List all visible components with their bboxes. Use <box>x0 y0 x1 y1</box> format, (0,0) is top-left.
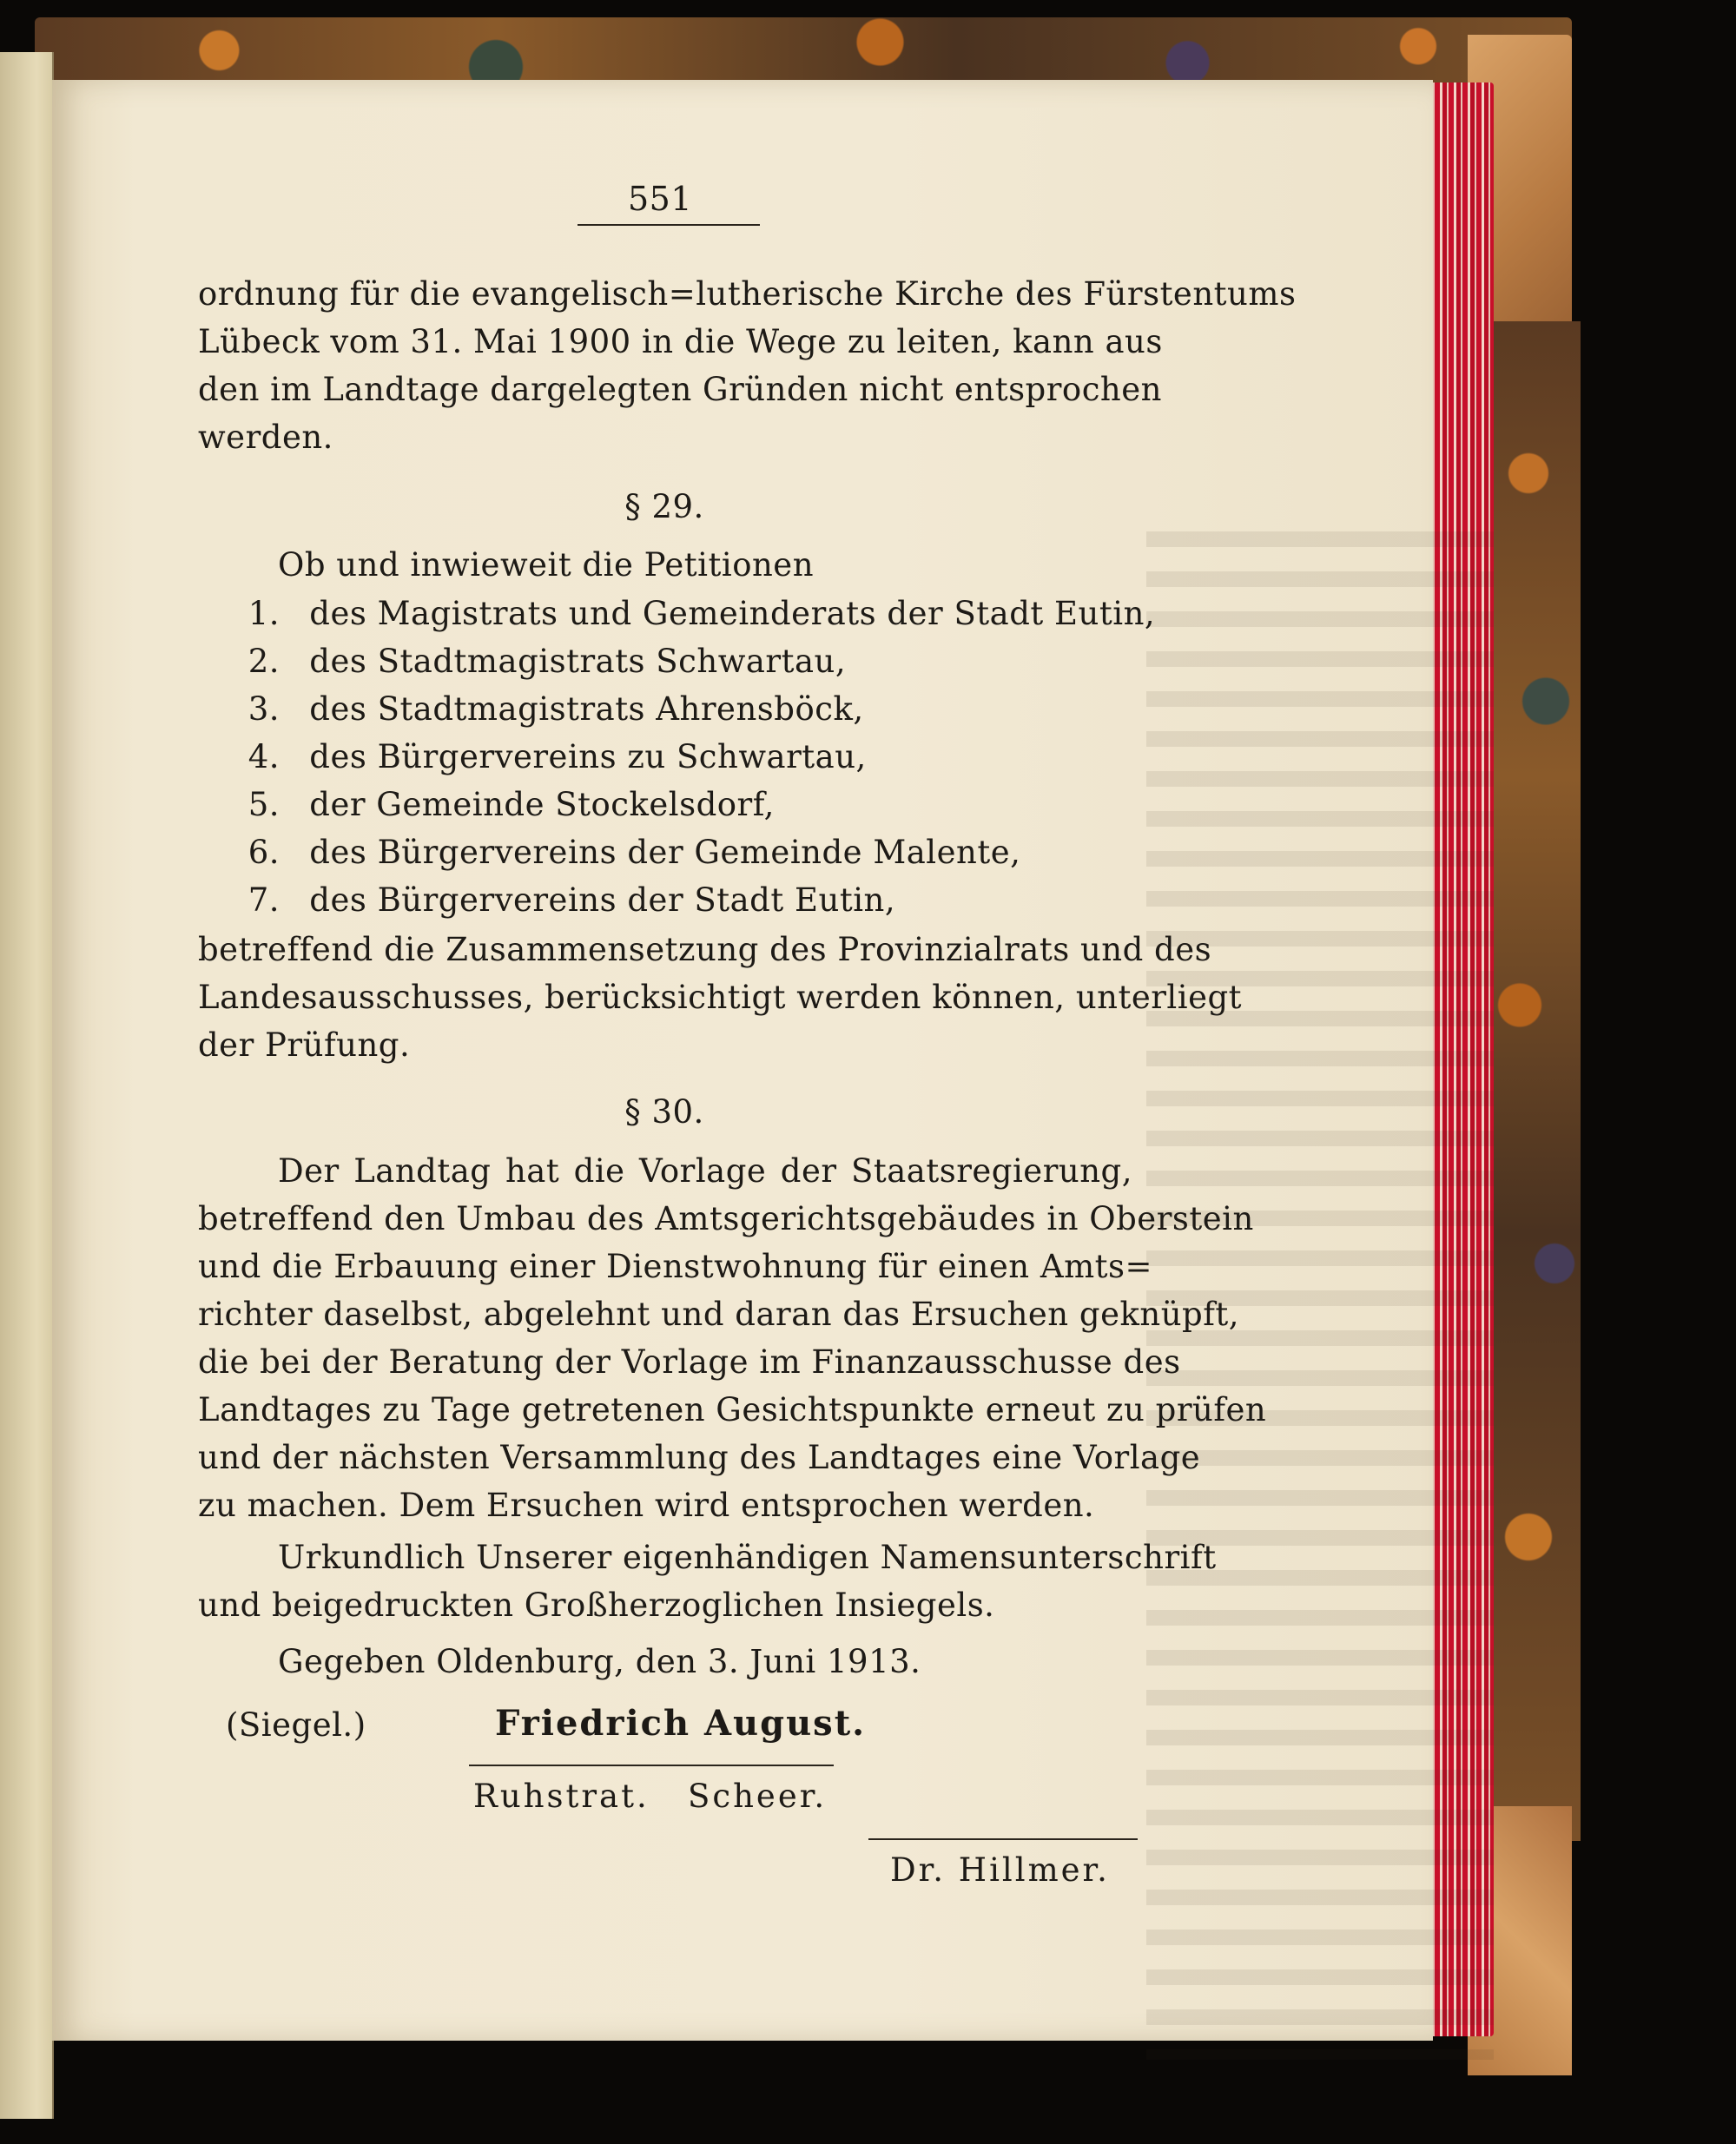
petition-item <box>234 643 847 680</box>
sovereign-signature: Friedrich August. <box>495 1703 867 1744</box>
intro-line-4: werden. <box>198 419 333 456</box>
petition-item <box>234 597 1155 630</box>
section-29-lead: Ob und inwieweit die Petitionen <box>278 546 815 584</box>
intro-line-1: ordnung für die evangelisch=lutherische Kirche des Fürstentums <box>198 275 1297 313</box>
section-30-line-2: betreffend den Umbau des Amtsgerichtsgebäudes in Oberstein <box>198 1200 1254 1237</box>
signature-rule-1 <box>469 1765 834 1766</box>
petition-item <box>234 881 896 919</box>
seal-label: (Siegel.) <box>226 1706 366 1744</box>
section-29-tail-line-2: Landesausschusses, berücksichtigt werden können, unterliegt <box>198 979 1243 1016</box>
petition-text: des Stadtmagistrats Ahrensböck, <box>309 690 864 728</box>
given-date: Gegeben Oldenburg, den 3. Juni 1913. <box>278 1643 921 1680</box>
petition-text: des Bürgervereins der Stadt Eutin, <box>309 881 896 919</box>
signature-rule-2 <box>868 1838 1138 1840</box>
petition-text: des Bürgervereins der Gemeinde Malente, <box>309 834 1021 871</box>
closing-line-1: Urkundlich Unserer eigenhändigen Namensunterschrift <box>278 1539 1217 1576</box>
section-30-line-7: und der nächsten Versammlung des Landtages eine Vorlage <box>198 1439 1201 1476</box>
intro-line-2: Lübeck vom 31. Mai 1900 in die Wege zu leiten, kann aus <box>198 323 1163 360</box>
intro-line-3: den im Landtage dargelegten Gründen nicht entsprochen <box>198 371 1162 408</box>
section-30-line-6: Landtages zu Tage getretenen Gesichtspunkte erneut zu prüfen <box>198 1391 1267 1428</box>
section-30-line-1: Der Landtag hat die Vorlage der Staatsregierung, <box>278 1152 1132 1190</box>
minister-signatures: Ruhstrat. Scheer. <box>473 1778 828 1815</box>
petition-text: des Magistrats und Gemeinderats der Stadt Eutin, <box>309 595 1156 632</box>
petition-number: 4. <box>248 738 280 775</box>
petition-number: 2. <box>248 643 280 680</box>
petition-number: 1. <box>248 595 280 632</box>
section-30-heading: § 30. <box>624 1093 704 1131</box>
closing-line-2: und beigedruckten Großherzoglichen Insiegels. <box>198 1587 995 1624</box>
petition-text: des Stadtmagistrats Schwartau, <box>309 643 847 680</box>
section-29-tail-line-1: betreffend die Zusammensetzung des Provinzialrats und des <box>198 931 1212 968</box>
page-number: 551 <box>627 180 693 218</box>
section-29-heading: § 29. <box>624 488 704 525</box>
section-30-line-4: richter daselbst, abgelehnt und daran das Ersuchen geknüpft, <box>198 1296 1240 1333</box>
petition-text: des Bürgervereins zu Schwartau, <box>309 738 867 775</box>
petition-number: 3. <box>248 690 280 728</box>
petition-number: 5. <box>248 786 280 823</box>
section-29-tail-line-3: der Prüfung. <box>198 1026 411 1064</box>
left-page-edge <box>0 52 54 2119</box>
petition-text: der Gemeinde Stockelsdorf, <box>309 786 775 823</box>
petition-number: 7. <box>248 881 280 919</box>
petition-item <box>234 788 775 821</box>
petition-item <box>234 834 1021 871</box>
section-30-line-3: und die Erbauung einer Dienstwohnung für einen Amts= <box>198 1248 1153 1285</box>
petition-item <box>234 738 867 775</box>
section-30-line-5: die bei der Beratung der Vorlage im Finanzausschusse des <box>198 1343 1181 1381</box>
page-number-rule <box>578 224 760 226</box>
petition-item <box>234 690 864 728</box>
marbled-cover-right <box>1494 321 1581 1841</box>
minister-signature-hillmer: Dr. Hillmer. <box>890 1851 1110 1889</box>
section-30-line-8: zu machen. Dem Ersuchen wird entsprochen werden. <box>198 1487 1095 1524</box>
petition-number: 6. <box>248 834 280 871</box>
